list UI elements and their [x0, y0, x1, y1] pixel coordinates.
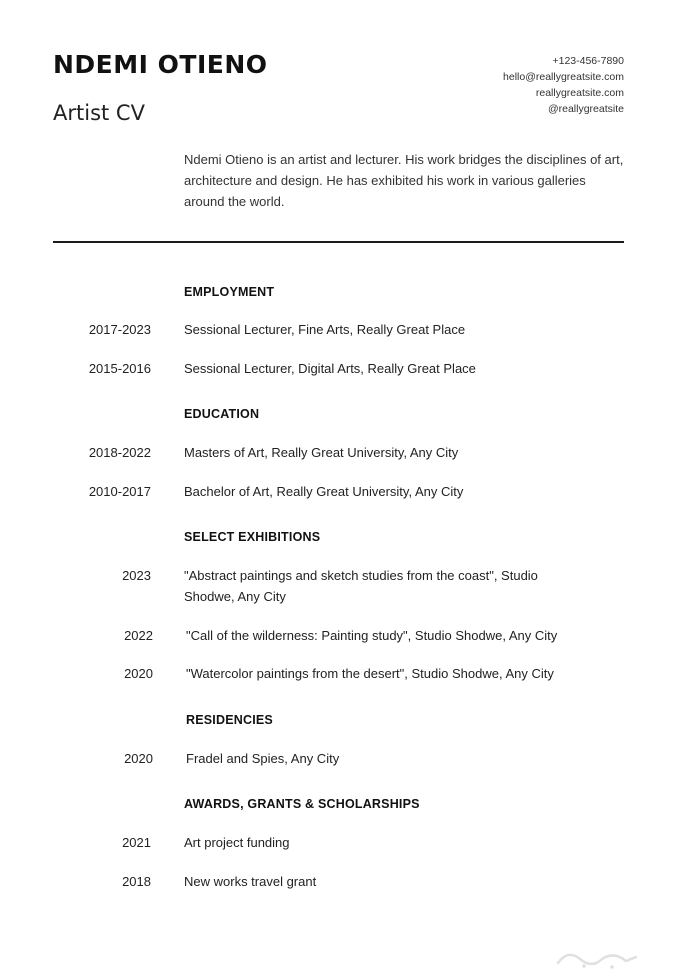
education-date: 2018-2022	[88, 445, 151, 460]
section-heading-exhibitions: SELECT EXHIBITIONS	[184, 530, 321, 544]
bio-paragraph: Ndemi Otieno is an artist and lecturer. His work bridges the disciplines of art, architecture and design. He has exhibited his work in various galleries around the world.	[184, 152, 624, 209]
employment-entry: Sessional Lecturer, Fine Arts, Really Great Place	[184, 322, 466, 337]
exhibition-date: 2020	[124, 666, 153, 681]
education-date: 2010-2017	[88, 484, 151, 499]
cv-role: Artist CV	[53, 101, 145, 125]
exhibition-entry: "Call of the wilderness: Painting study", Studio Shodwe, Any City	[186, 628, 558, 643]
employment-date: 2017-2023	[88, 322, 151, 337]
header-divider	[53, 241, 624, 243]
exhibition-date: 2023	[122, 568, 151, 583]
exhibition-entry: "Watercolor paintings from the desert", Studio Shodwe, Any City	[186, 666, 554, 681]
watermark-logo	[554, 945, 640, 971]
contact-phone: +123-456-7890	[552, 55, 624, 67]
employment-date: 2015-2016	[88, 361, 151, 376]
education-entry: Masters of Art, Really Great University, Any City	[184, 445, 459, 460]
award-entry: New works travel grant	[184, 874, 317, 889]
award-date: 2021	[122, 835, 151, 850]
cv-name: NDEMI OTIENO	[53, 50, 268, 79]
employment-entry: Sessional Lecturer, Digital Arts, Really Great Place	[184, 361, 476, 376]
contact-email: hello@reallygreatsite.com	[503, 71, 624, 83]
award-date: 2018	[122, 874, 151, 889]
exhibition-date: 2022	[124, 628, 153, 643]
contact-block	[503, 53, 624, 117]
award-entry: Art project funding	[184, 835, 290, 850]
section-heading-education: EDUCATION	[184, 407, 260, 421]
section-heading-awards: AWARDS, GRANTS & SCHOLARSHIPS	[184, 797, 420, 811]
residency-entry: Fradel and Spies, Any City	[186, 751, 340, 766]
contact-social: @reallygreatsite	[547, 103, 624, 115]
contact-website: reallygreatsite.com	[535, 87, 624, 99]
section-heading-residencies: RESIDENCIES	[186, 713, 273, 727]
section-heading-employment: EMPLOYMENT	[184, 285, 275, 299]
exhibition-entry: "Abstract paintings and sketch studies from the coast", Studio Shodwe, Any City	[184, 568, 538, 604]
education-entry: Bachelor of Art, Really Great University, Any City	[184, 484, 464, 499]
residency-date: 2020	[124, 751, 153, 766]
